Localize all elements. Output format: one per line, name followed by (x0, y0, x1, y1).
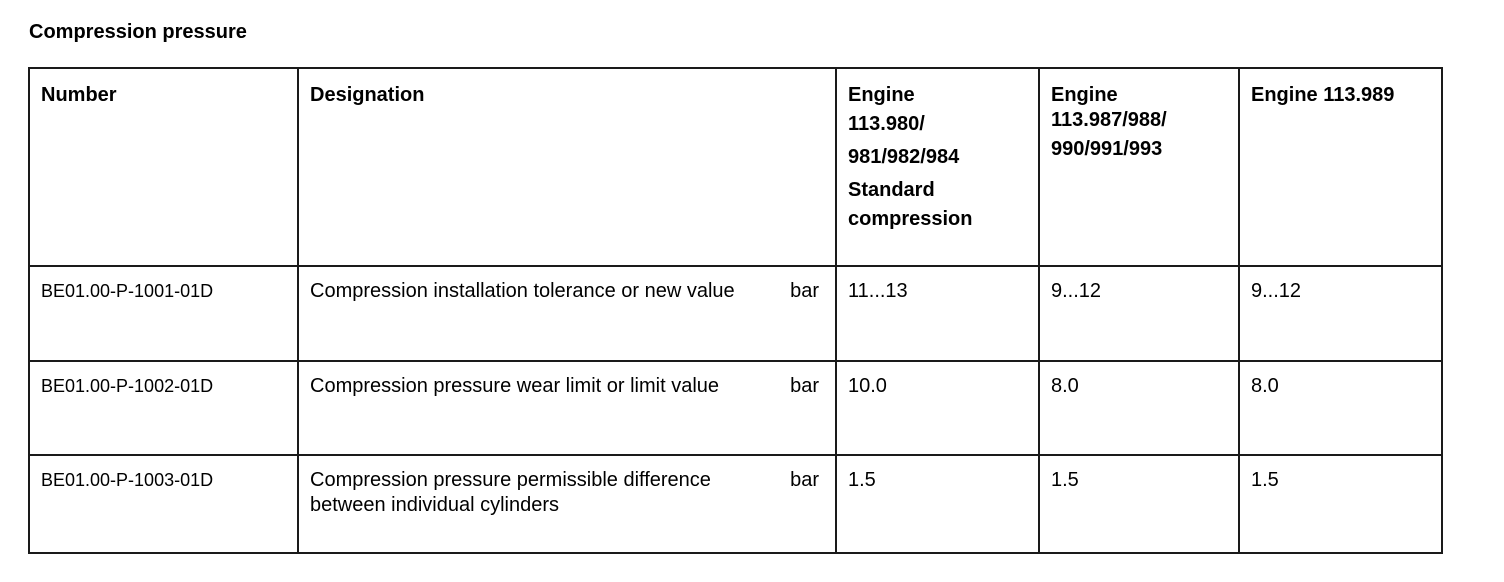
header-engine-1 (836, 68, 1039, 266)
row-engine-1-cell (836, 361, 1039, 455)
row-engine-3-value: 9...12 (1251, 280, 1302, 302)
header-designation (298, 68, 836, 266)
row-engine-3-value: 8.0 (1251, 375, 1279, 397)
header-engine-2-line: 113.987/988/ (1051, 109, 1167, 131)
row-designation: Compression installation tolerance or new value (310, 280, 735, 302)
row-designation: Compression pressure permissible difference between individual cylinders (310, 469, 711, 516)
header-engine-1-line: compression (848, 208, 973, 230)
row-engine-1-value: 11...13 (848, 280, 908, 302)
header-engine-1-line: 113.980/ (848, 113, 925, 135)
table-row (29, 361, 1442, 455)
table-row (29, 266, 1442, 361)
row-engine-2-value: 8.0 (1051, 375, 1079, 397)
row-number-cell (29, 361, 298, 455)
row-engine-2-value: 9...12 (1051, 280, 1102, 302)
row-engine-3-cell (1239, 266, 1442, 361)
row-engine-2-cell (1039, 361, 1239, 455)
row-engine-1-cell (836, 266, 1039, 361)
table-row (29, 455, 1442, 553)
row-engine-1-value: 1.5 (848, 469, 876, 491)
row-number: BE01.00-P-1001-01D (41, 281, 214, 301)
header-engine-2 (1039, 68, 1239, 266)
row-designation-cell (298, 455, 836, 553)
header-engine-3-label: Engine 113.989 (1251, 84, 1395, 106)
row-unit: bar (790, 469, 819, 491)
row-engine-1-cell (836, 455, 1039, 553)
row-engine-2-cell (1039, 455, 1239, 553)
row-engine-2-cell (1039, 266, 1239, 361)
row-designation: Compression pressure wear limit or limit value (310, 375, 720, 397)
row-engine-3-cell (1239, 361, 1442, 455)
row-unit: bar (790, 375, 819, 397)
row-unit: bar (790, 280, 819, 302)
header-engine-1-line: Engine (848, 84, 915, 106)
row-designation-cell (298, 361, 836, 455)
row-number: BE01.00-P-1002-01D (41, 376, 214, 396)
header-engine-1-line: Standard (848, 179, 935, 201)
header-engine-1-line: 981/982/984 (848, 146, 960, 168)
row-engine-3-cell (1239, 455, 1442, 553)
row-number-cell (29, 266, 298, 361)
row-designation-cell (298, 266, 836, 361)
compression-pressure-table (28, 67, 1443, 554)
header-designation-label: Designation (310, 84, 425, 106)
row-engine-3-value: 1.5 (1251, 469, 1279, 491)
row-engine-2-value: 1.5 (1051, 469, 1079, 491)
row-number-cell (29, 455, 298, 553)
row-number: BE01.00-P-1003-01D (41, 470, 214, 490)
header-number (29, 68, 298, 266)
page-title: Compression pressure (29, 21, 247, 43)
row-engine-1-value: 10.0 (848, 375, 887, 397)
header-engine-3 (1239, 68, 1442, 266)
header-engine-2-line: 990/991/993 (1051, 138, 1163, 160)
header-number-label: Number (41, 84, 117, 106)
header-engine-2-line: Engine (1051, 84, 1118, 106)
table-header-row (29, 68, 1442, 266)
